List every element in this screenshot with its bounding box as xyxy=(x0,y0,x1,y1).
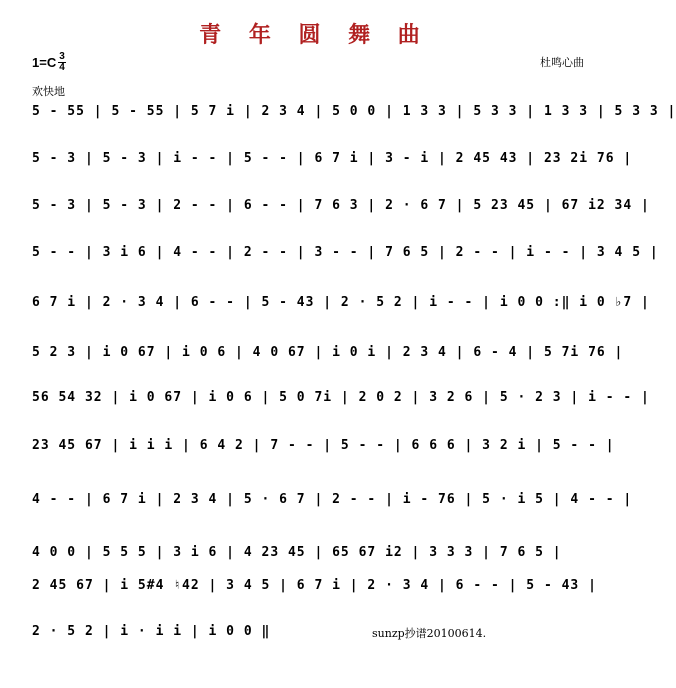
key-label: 1=C xyxy=(32,55,57,70)
time-denominator: 4 xyxy=(59,62,65,73)
score-row-1: 5 - 55 | 5 - 55 | 5 7 i | 2 3 4 | 5 0 0 | 1 3 3 | 5 3 3 | 1 3 3 | 5 3 3 | xyxy=(32,104,676,119)
score-row-9: 4 - - | 6 7 i | 2 3 4 | 5 · 6 7 | 2 - - | i - 76 | 5 · i 5 | 4 - - | xyxy=(32,492,633,507)
score-row-6: 5 2 3 | i 0 67 | i 0 6 | 4 0 67 | i 0 i | 2 3 4 | 6 - 4 | 5 7i 76 | xyxy=(32,345,624,360)
score-row-12: 2 · 5 2 | i · i i | i 0 0 ‖ xyxy=(32,624,271,639)
score-row-11: 2 45 67 | i 5#4 ♮42 | 3 4 5 | 6 7 i | 2 · 3 4 | 6 - - | 5 - 43 | xyxy=(32,578,597,593)
time-numerator: 3 xyxy=(59,51,65,62)
score-row-4: 5 - - | 3 i 6 | 4 - - | 2 - - | 3 - - | 7 6 5 | 2 - - | i - - | 3 4 5 | xyxy=(32,245,659,260)
key-signature xyxy=(32,52,66,73)
score-row-7: 56 54 32 | i 0 67 | i 0 6 | 5 0 7i | 2 0 2 | 3 2 6 | 5 · 2 3 | i - - | xyxy=(32,390,650,405)
composer: 杜鸣心曲 xyxy=(540,57,584,69)
song-title: 青 年 圆 舞 曲 xyxy=(199,22,430,48)
score-row-10: 4 0 0 | 5 5 5 | 3 i 6 | 4 23 45 | 65 67 i2 | 3 3 3 | 7 6 5 | xyxy=(32,545,562,560)
transcriber-signature: sunzp抄谱20100614. xyxy=(372,627,487,640)
score-row-8: 23 45 67 | i i i | 6 4 2 | 7 - - | 5 - - | 6 6 6 | 3 2 i | 5 - - | xyxy=(32,438,615,453)
score-row-3: 5 - 3 | 5 - 3 | 2 - - | 6 - - | 7 6 3 | 2 · 6 7 | 5 23 45 | 67 i2 34 | xyxy=(32,198,650,213)
score-row-5: 6 7 i | 2 · 3 4 | 6 - - | 5 - 43 | 2 · 5 2 | i - - | i 0 0 :‖ i 0 ♭7 | xyxy=(32,295,650,310)
time-signature xyxy=(58,52,66,73)
tempo-marking: 欢快地 xyxy=(32,86,65,98)
score-row-2: 5 - 3 | 5 - 3 | i - - | 5 - - | 6 7 i | 3 - i | 2 45 43 | 23 2i 76 | xyxy=(32,151,633,166)
